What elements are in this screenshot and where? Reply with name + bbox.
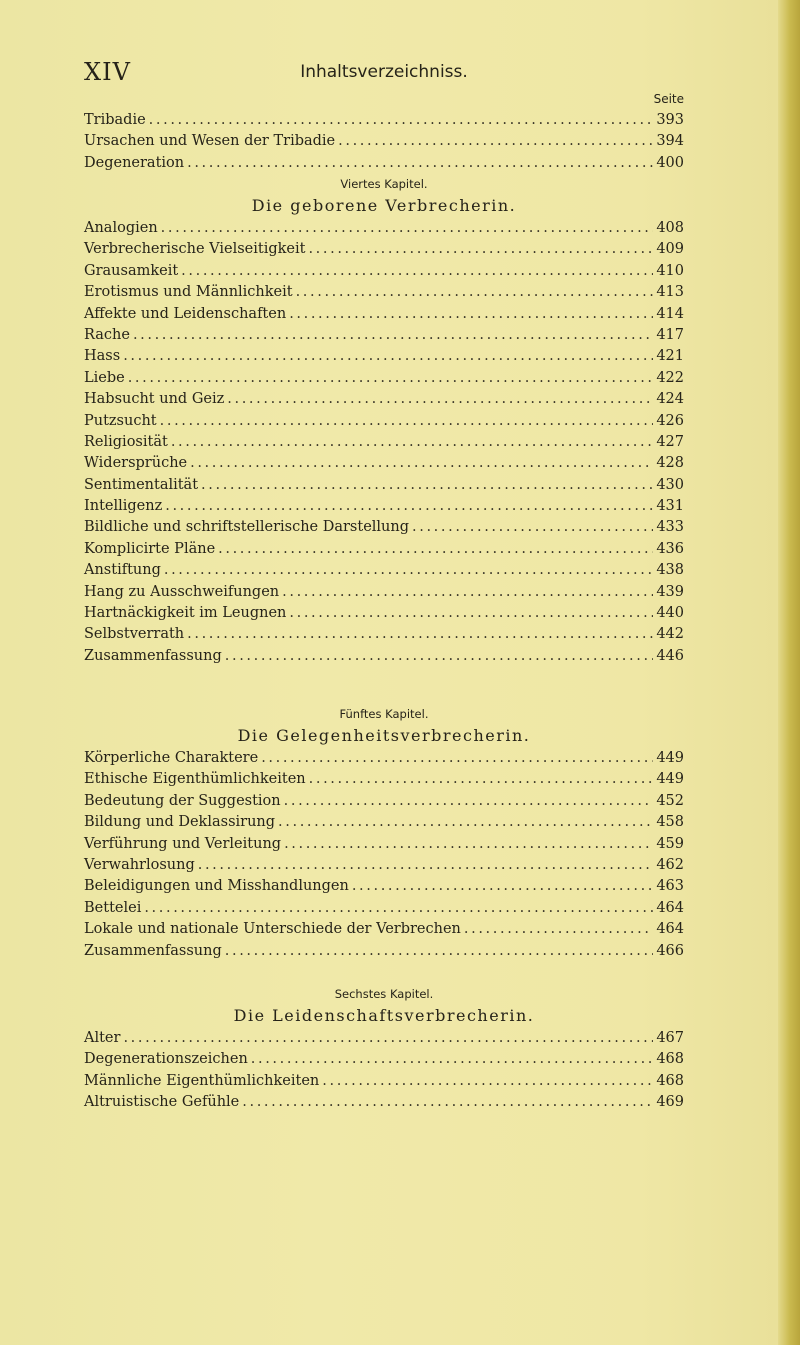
entry-title: Putzsucht	[84, 412, 157, 429]
entry-title: Beleidigungen und Misshandlungen	[84, 878, 349, 895]
entry-title: Hartnäckigkeit im Leugnen	[84, 605, 287, 622]
entry-page-number: 417	[656, 326, 684, 343]
toc-entry	[84, 496, 684, 517]
entry-title: Rache	[84, 326, 130, 343]
entry-title: Bildliche und schriftstellerische Darstellung	[84, 519, 410, 536]
entry-list	[84, 748, 684, 962]
entry-title: Altruistische Gefühle	[84, 1094, 240, 1111]
toc-entry	[84, 539, 684, 560]
toc-entry	[84, 304, 684, 325]
dot-leader	[322, 1071, 653, 1092]
entry-page-number: 449	[656, 750, 684, 766]
dot-leader	[282, 582, 653, 603]
entry-list	[84, 110, 684, 174]
dot-leader	[190, 453, 653, 474]
toc-entry	[84, 1028, 684, 1049]
toc-entry	[84, 941, 684, 962]
toc-entry	[84, 282, 684, 303]
dot-leader	[201, 475, 653, 496]
entry-title: Hang zu Ausschweifungen	[84, 583, 280, 600]
entry-title: Hass	[84, 348, 121, 365]
toc-entry	[84, 560, 684, 581]
toc-chapter-6	[84, 984, 684, 1114]
toc-entry	[84, 131, 684, 152]
entry-title: Degenerationszeichen	[84, 1051, 248, 1068]
entry-page-number: 436	[656, 540, 684, 557]
entry-page-number: 439	[656, 583, 684, 600]
dot-leader	[225, 941, 654, 962]
entry-title: Affekte und Leidenschaften	[84, 305, 287, 322]
toc-entry	[84, 624, 684, 645]
entry-title: Zusammenfassung	[84, 942, 222, 959]
entry-title: Anstiftung	[84, 562, 161, 579]
entry-page-number: 446	[656, 647, 684, 664]
entry-page-number: 462	[656, 856, 684, 873]
toc-chapter-5	[84, 704, 684, 962]
toc-entry	[84, 855, 684, 876]
entry-page-number: 394	[656, 133, 684, 150]
chapter-title: Die Gelegenheitsverbrecherin.	[237, 726, 531, 745]
toc-entry	[84, 218, 684, 239]
dot-leader	[278, 812, 653, 833]
page-header	[84, 58, 684, 88]
entry-title: Religiosität	[84, 433, 168, 450]
entry-title: Verbrecherische Vielseitigkeit	[84, 241, 306, 258]
chapter-label: Viertes Kapitel.	[340, 177, 428, 191]
entry-title: Komplicirte Pläne	[84, 540, 216, 557]
entry-page-number: 468	[656, 1051, 684, 1068]
entry-page-number: 393	[656, 112, 684, 128]
dot-leader	[412, 517, 653, 538]
entry-page-number: 438	[656, 562, 684, 579]
dot-leader	[352, 876, 653, 897]
entry-title: Intelligenz	[84, 498, 163, 515]
entry-title: Widersprüche	[84, 455, 188, 472]
dot-leader	[171, 432, 654, 453]
dot-leader	[308, 239, 653, 260]
entry-title: Selbstverrath	[84, 626, 185, 643]
toc-entry	[84, 368, 684, 389]
dot-leader	[164, 560, 653, 581]
toc-entry	[84, 432, 684, 453]
entry-page-number: 464	[656, 921, 684, 938]
entry-page-number: 414	[656, 305, 684, 322]
dot-leader	[187, 153, 653, 174]
toc-entry	[84, 1049, 684, 1070]
entry-title: Grausamkeit	[84, 262, 179, 279]
toc-entry	[84, 453, 684, 474]
toc-entry	[84, 748, 684, 769]
toc-entry	[84, 239, 684, 260]
entry-page-number: 409	[656, 241, 684, 258]
entry-page-number: 422	[656, 369, 684, 386]
entry-page-number: 442	[656, 626, 684, 643]
running-title: Inhaltsverzeichniss.	[300, 62, 468, 82]
dot-leader	[149, 110, 654, 131]
toc-entry	[84, 411, 684, 432]
dot-leader	[289, 603, 653, 624]
dot-leader	[218, 539, 653, 560]
toc-entry	[84, 325, 684, 346]
toc-entry	[84, 646, 684, 667]
entry-title: Degeneration	[84, 154, 185, 171]
entry-page-number: 421	[656, 348, 684, 365]
toc-entry	[84, 110, 684, 131]
dot-leader	[128, 368, 654, 389]
toc-entry	[84, 898, 684, 919]
dot-leader	[289, 304, 653, 325]
entry-page-number: 413	[656, 284, 684, 301]
entry-page-number: 467	[656, 1030, 684, 1046]
dot-leader	[187, 624, 653, 645]
chapter-label: Sechstes Kapitel.	[334, 987, 434, 1001]
dot-leader	[165, 496, 653, 517]
dot-leader	[284, 834, 653, 855]
entry-title: Erotismus und Männlichkeit	[84, 284, 293, 301]
entry-title: Tribadie	[84, 112, 146, 128]
entry-page-number: 469	[656, 1094, 684, 1111]
toc-entry	[84, 876, 684, 897]
dot-leader	[296, 282, 654, 303]
entry-title: Männliche Eigenthümlichkeiten	[84, 1072, 320, 1089]
dot-leader	[242, 1092, 653, 1113]
entry-page-number: 424	[656, 391, 684, 408]
toc-entry	[84, 346, 684, 367]
entry-title: Verwahrlosung	[84, 856, 195, 873]
entry-page-number: 459	[656, 835, 684, 852]
entry-title: Verführung und Verleitung	[84, 835, 282, 852]
entry-page-number: 427	[656, 433, 684, 450]
toc-entry	[84, 389, 684, 410]
entry-page-number: 410	[656, 262, 684, 279]
toc-entry	[84, 919, 684, 940]
entry-page-number: 463	[656, 878, 684, 895]
entry-page-number: 428	[656, 455, 684, 472]
toc-entry	[84, 582, 684, 603]
toc-section-tribadie	[84, 110, 684, 174]
dot-leader	[309, 769, 654, 790]
chapter-title: Die geborene Verbrecherin.	[251, 196, 517, 215]
entry-page-number: 430	[656, 476, 684, 493]
toc-entry	[84, 261, 684, 282]
toc-entry	[84, 812, 684, 833]
toc-entry	[84, 153, 684, 174]
entry-title: Ethische Eigenthümlichkeiten	[84, 771, 306, 788]
chapter-title: Die Leidenschaftsverbrecherin.	[233, 1006, 535, 1025]
page-number: XIV	[84, 58, 131, 86]
entry-title: Alter	[84, 1030, 121, 1046]
dot-leader	[144, 898, 653, 919]
entry-list	[84, 218, 684, 667]
entry-title: Körperliche Charaktere	[84, 750, 259, 766]
entry-title: Bildung und Deklassirung	[84, 814, 276, 831]
toc-entry	[84, 475, 684, 496]
entry-page-number: 433	[656, 519, 684, 536]
toc-entry	[84, 1092, 684, 1113]
dot-leader	[227, 389, 653, 410]
page-column-label: Seite	[653, 92, 684, 106]
entry-page-number: 449	[656, 771, 684, 788]
dot-leader	[261, 748, 653, 769]
entry-page-number: 400	[656, 154, 684, 171]
entry-title: Sentimentalität	[84, 476, 199, 493]
dot-leader	[181, 261, 653, 282]
dot-leader	[133, 325, 653, 346]
entry-page-number: 466	[656, 942, 684, 959]
entry-page-number: 440	[656, 605, 684, 622]
toc-entry	[84, 517, 684, 538]
entry-title: Bettelei	[84, 899, 142, 916]
dot-leader	[284, 791, 654, 812]
entry-page-number: 408	[656, 220, 684, 236]
toc-entry	[84, 603, 684, 624]
entry-title: Analogien	[84, 220, 158, 236]
dot-leader	[198, 855, 654, 876]
toc-entry	[84, 1071, 684, 1092]
entry-title: Ursachen und Wesen der Tribadie	[84, 133, 336, 150]
toc-entry	[84, 769, 684, 790]
toc-entry	[84, 791, 684, 812]
entry-title: Zusammenfassung	[84, 647, 222, 664]
entry-title: Liebe	[84, 369, 125, 386]
dot-leader	[251, 1049, 654, 1070]
dot-leader	[161, 218, 654, 239]
dot-leader	[338, 131, 653, 152]
page-edge	[778, 0, 800, 1345]
entry-list	[84, 1028, 684, 1114]
dot-leader	[123, 346, 653, 367]
entry-page-number: 468	[656, 1072, 684, 1089]
dot-leader	[464, 919, 653, 940]
toc-chapter-4	[84, 174, 684, 667]
entry-page-number: 464	[656, 899, 684, 916]
chapter-label: Fünftes Kapitel.	[339, 707, 429, 721]
dot-leader	[123, 1028, 653, 1049]
dot-leader	[160, 411, 654, 432]
entry-title: Lokale und nationale Unterschiede der Verbrechen	[84, 921, 461, 938]
entry-page-number: 452	[656, 792, 684, 809]
toc-entry	[84, 834, 684, 855]
dot-leader	[225, 646, 654, 667]
entry-title: Bedeutung der Suggestion	[84, 792, 281, 809]
entry-page-number: 426	[656, 412, 684, 429]
entry-page-number: 458	[656, 814, 684, 831]
entry-page-number: 431	[656, 498, 684, 515]
entry-title: Habsucht und Geiz	[84, 391, 225, 408]
